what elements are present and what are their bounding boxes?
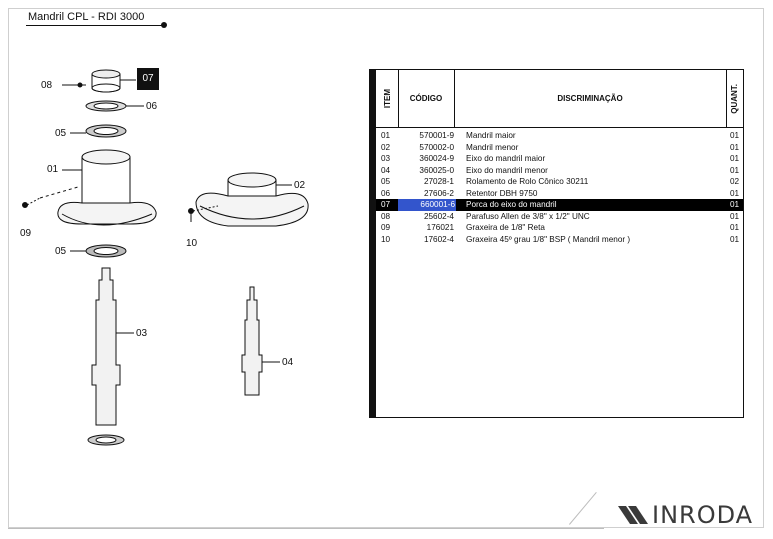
table-row[interactable]: [376, 176, 743, 188]
cell-code: 176021: [426, 223, 454, 232]
cell-item: 02: [381, 142, 391, 152]
cell-qty: 01: [730, 154, 740, 163]
callout-06: 06: [146, 101, 158, 112]
header-item-label: ITEM: [382, 88, 392, 109]
cell-code: 570002-0: [419, 142, 454, 152]
cell-qty: 01: [730, 142, 740, 152]
header-desc-label: DISCRIMINAÇÃO: [557, 94, 623, 103]
cell-code: 570001-9: [419, 131, 454, 140]
cell-code: 17602-4: [423, 234, 454, 244]
cell-desc: Parafuso Allen de 3/8" x 1/2" UNC: [466, 211, 590, 221]
cell-item: 01: [381, 131, 391, 140]
header-code-label: CÓDIGO: [409, 94, 443, 103]
table-row[interactable]: [376, 165, 743, 177]
callout-05-bottom: 05: [55, 246, 67, 257]
cell-qty: 01: [730, 234, 740, 244]
cell-desc: Graxeira 45º grau 1/8" BSP ( Mandril menor ): [466, 234, 631, 244]
cell-desc: Eixo do mandril maior: [466, 154, 546, 163]
cell-code: 660001-6: [398, 199, 456, 211]
cell-qty: 02: [730, 177, 740, 186]
table-row[interactable]: [376, 142, 743, 154]
header-underline: [376, 70, 743, 128]
cell-desc: Porca do eixo do mandril: [466, 200, 557, 209]
cell-qty: 01: [730, 165, 740, 175]
cell-item: 09: [381, 223, 391, 232]
cell-desc: Eixo do mandril menor: [466, 165, 548, 175]
page-title: Mandril CPL - RDI 3000: [28, 11, 145, 23]
cell-qty: 01: [730, 131, 740, 140]
callout-01: 01: [47, 164, 59, 175]
cell-qty: 01: [730, 223, 740, 232]
cell-code: 27028-1: [423, 177, 454, 186]
cell-item: 04: [381, 165, 391, 175]
callout-02: 02: [294, 180, 306, 191]
cell-item: 05: [381, 177, 391, 186]
parts-table: [369, 69, 744, 418]
cell-item: 03: [381, 154, 391, 163]
callout-07: 07: [137, 68, 159, 90]
cell-qty: 01: [730, 200, 740, 209]
table-row[interactable]: [376, 188, 743, 200]
header-qty-label: QUANT.: [730, 83, 739, 114]
cell-desc: Mandril maior: [466, 131, 516, 140]
cell-item: 08: [381, 211, 391, 221]
cell-desc: Graxeira de 1/8" Reta: [466, 223, 545, 232]
callout-05-top: 05: [55, 128, 67, 139]
cell-desc: Mandril menor: [466, 142, 519, 152]
cell-desc: Rolamento de Rolo Cônico 30211: [466, 177, 589, 186]
table-row[interactable]: [376, 130, 743, 142]
brand-logo-text: INRODA: [652, 501, 754, 529]
table-row[interactable]: [376, 234, 743, 246]
table-row[interactable]: [376, 222, 743, 234]
cell-code: 25602-4: [423, 211, 454, 221]
callout-08: 08: [41, 80, 53, 91]
callout-03: 03: [136, 328, 148, 339]
table-row[interactable]: [376, 199, 743, 211]
cell-desc: Retentor DBH 9750: [466, 188, 538, 198]
cell-code: 360024-9: [419, 154, 454, 163]
callout-09: 09: [20, 228, 32, 239]
cell-item: 06: [381, 188, 391, 198]
cell-code: 27606-2: [423, 188, 454, 198]
table-row[interactable]: [376, 153, 743, 165]
cell-qty: 01: [730, 188, 740, 198]
table-row[interactable]: [376, 211, 743, 223]
cell-item: 07: [381, 200, 391, 209]
cell-item: 10: [381, 234, 391, 244]
callout-04: 04: [282, 357, 294, 368]
cell-code: 360025-0: [419, 165, 454, 175]
callout-10: 10: [186, 238, 198, 249]
cell-qty: 01: [730, 211, 740, 221]
